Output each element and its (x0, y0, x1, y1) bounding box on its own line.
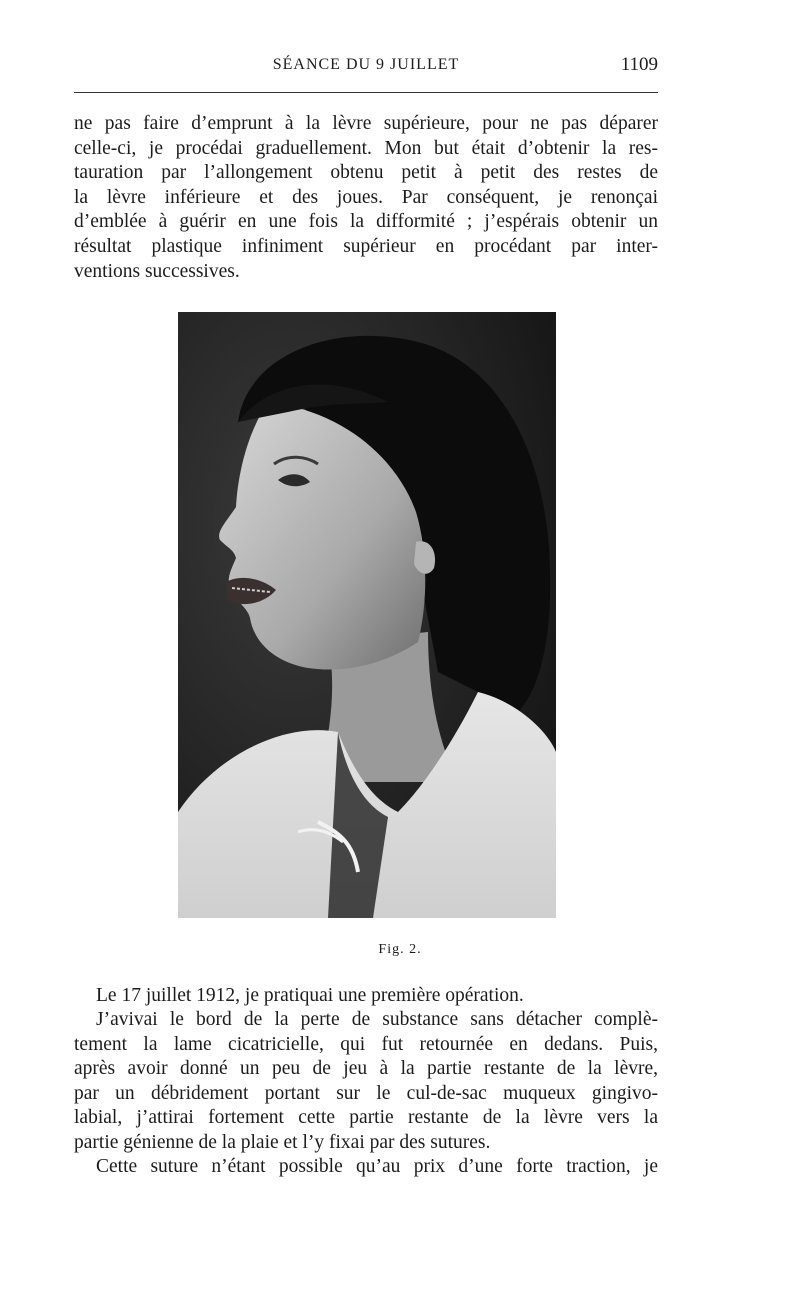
text-line: Cette suture n’étant possible qu’au prix d’une forte traction, je (96, 1156, 658, 1177)
text-line: résultat plastique infiniment supérieur en procédant par inter- (74, 235, 658, 257)
text-line: la lèvre inférieure et des joues. Par conséquent, je renonçai (74, 186, 658, 208)
text-line: partie génienne de la plaie et l’y fixai par des sutures. (74, 1131, 491, 1153)
text-line: labial, j’attirai fortement cette partie restante de la lèvre vers la (74, 1107, 658, 1129)
portrait-photograph-image (178, 312, 556, 918)
paragraph-1 (74, 112, 658, 284)
text-line: J’avivai le bord de la perte de substance sans détacher complè- (96, 1009, 658, 1030)
paragraph-4 (74, 1155, 658, 1180)
text-line: tauration par l’allongement obtenu petit à petit des restes de (74, 162, 658, 184)
text-line: celle-ci, je procédai graduellement. Mon but était d’obtenir la res- (74, 137, 658, 159)
running-head: SÉANCE DU 9 JUILLET (272, 56, 460, 73)
text-line: tement la lame cicatricielle, qui fut retournée en dedans. Puis, (74, 1033, 658, 1055)
text-line: par un débridement portant sur le cul-de-sac muqueux gingivo- (74, 1082, 658, 1104)
portrait-photograph (178, 312, 556, 918)
header-rule (74, 92, 658, 93)
text-line: Le 17 juillet 1912, je pratiquai une première opération. (96, 985, 524, 1006)
figure-caption: Fig. 2. (378, 942, 422, 957)
text-line: d’emblée à guérir en une fois la difformité ; j’espérais obtenir un (74, 211, 658, 233)
text-line: ne pas faire d’emprunt à la lèvre supérieure, pour ne pas déparer (74, 113, 658, 134)
paragraph-3 (74, 1008, 658, 1156)
page-header (74, 56, 658, 86)
paragraph-2 (74, 984, 658, 1009)
text-line: ventions successives. (74, 260, 240, 282)
page-number: 1109 (620, 54, 658, 75)
text-line: après avoir donné un peu de jeu à la partie restante de la lèvre, (74, 1058, 658, 1080)
